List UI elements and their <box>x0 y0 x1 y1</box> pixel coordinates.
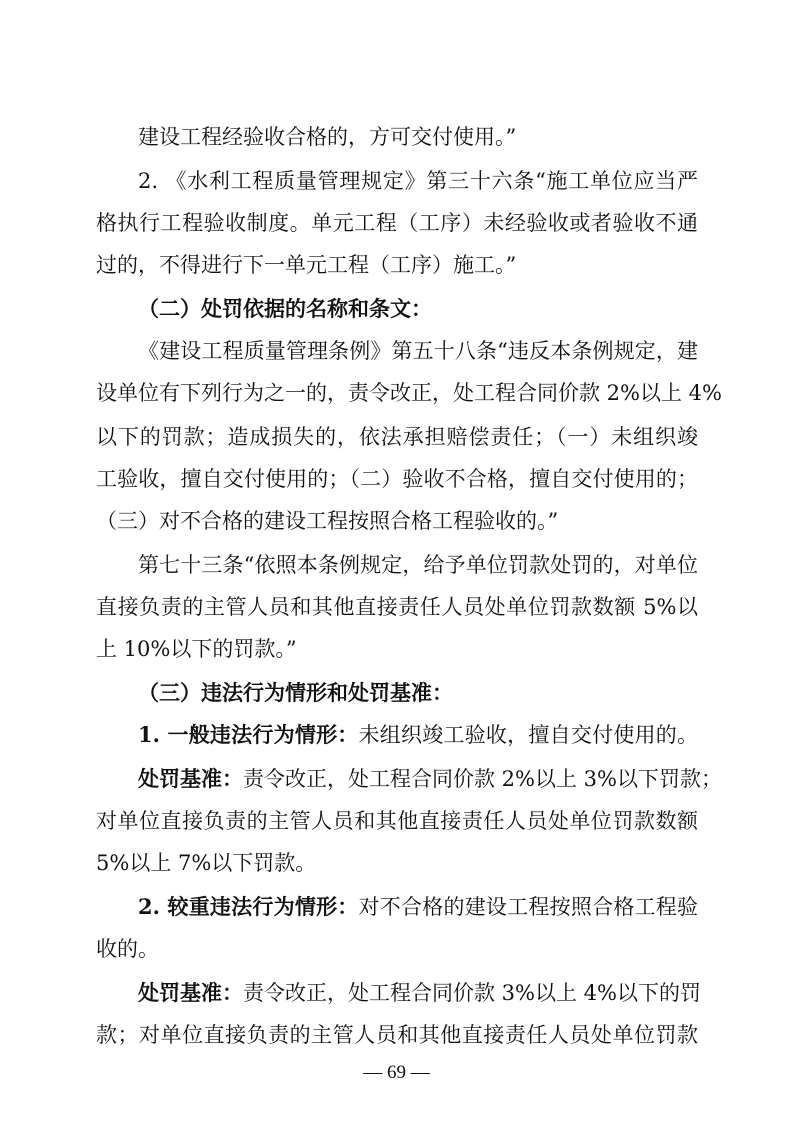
line-text: 第七十三条“依照本条例规定，给予单位罚款处罚的，对单位 <box>138 553 698 577</box>
text-line <box>96 204 698 242</box>
text-line <box>96 630 698 668</box>
text-line <box>96 418 698 456</box>
text-line <box>96 930 698 968</box>
line-text: 2. 《水利工程质量管理规定》第三十六条“施工单位应当严 <box>138 169 698 193</box>
text-line <box>138 546 698 584</box>
text-line <box>138 332 698 370</box>
line-text: 《建设工程质量管理条例》第五十八条“违反本条例规定，建 <box>138 339 698 363</box>
section-heading <box>138 290 698 328</box>
section-heading <box>138 674 698 712</box>
line-text: 设单位有下列行为之一的，责令改正，处工程合同价款 2%以上 4% <box>96 381 722 405</box>
text-line <box>138 760 722 798</box>
text-line <box>138 118 698 156</box>
text-line <box>138 162 698 200</box>
text-line <box>96 460 698 498</box>
bold-lead: 处罚基准： <box>138 980 243 1005</box>
text-line <box>96 246 698 284</box>
heading-text: （二）处罚依据的名称和条文： <box>138 296 432 321</box>
text-line <box>138 974 701 1012</box>
line-text: 未组织竣工验收，擅自交付使用的。 <box>358 723 699 747</box>
line-text: 对单位直接负责的主管人员和其他直接责任人员处单位罚款数额 <box>96 809 698 833</box>
text-line <box>96 374 722 412</box>
heading-text: （三）违法行为情形和处罚基准： <box>138 680 453 705</box>
text-line <box>138 716 698 754</box>
line-text: 5%以上 7%以下罚款。 <box>96 851 317 875</box>
line-text: 格执行工程验收制度。单元工程（工序）未经验收或者验收不通 <box>96 211 698 235</box>
line-text: 款；对单位直接负责的主管人员和其他直接责任人员处单位罚款 <box>96 1023 698 1047</box>
text-line <box>96 1016 698 1054</box>
text-line <box>96 802 698 840</box>
page-number: — 69 — <box>363 1062 430 1083</box>
text-line <box>138 888 698 926</box>
text-line <box>96 502 698 540</box>
text-line <box>96 844 698 882</box>
line-text: 建设工程经验收合格的，方可交付使用。” <box>138 125 517 149</box>
line-text: 工验收，擅自交付使用的；（二）验收不合格，擅自交付使用的； <box>96 467 698 491</box>
bold-lead: 处罚基准： <box>138 766 243 791</box>
bold-lead: 1. 一般违法行为情形： <box>138 722 359 747</box>
line-text: （三）对不合格的建设工程按照合格工程验收的。” <box>96 509 559 533</box>
bold-lead: 2. 较重违法行为情形： <box>138 894 359 919</box>
line-text: 对不合格的建设工程按照合格工程验 <box>358 895 699 919</box>
line-text: 上 10%以下的罚款。” <box>96 637 297 661</box>
line-text: 过的，不得进行下一单元工程（工序）施工。” <box>96 253 517 277</box>
line-text: 直接负责的主管人员和其他直接责任人员处单位罚款数额 5%以 <box>96 595 698 619</box>
line-text: 收的。 <box>96 937 159 961</box>
line-text: 责令改正，处工程合同价款 2%以上 3%以下罚款； <box>243 767 722 791</box>
line-text: 以下的罚款；造成损失的，依法承担赔偿责任；（一）未组织竣 <box>96 425 698 449</box>
text-line <box>96 588 698 626</box>
line-text: 责令改正，处工程合同价款 3%以上 4%以下的罚 <box>243 981 701 1005</box>
